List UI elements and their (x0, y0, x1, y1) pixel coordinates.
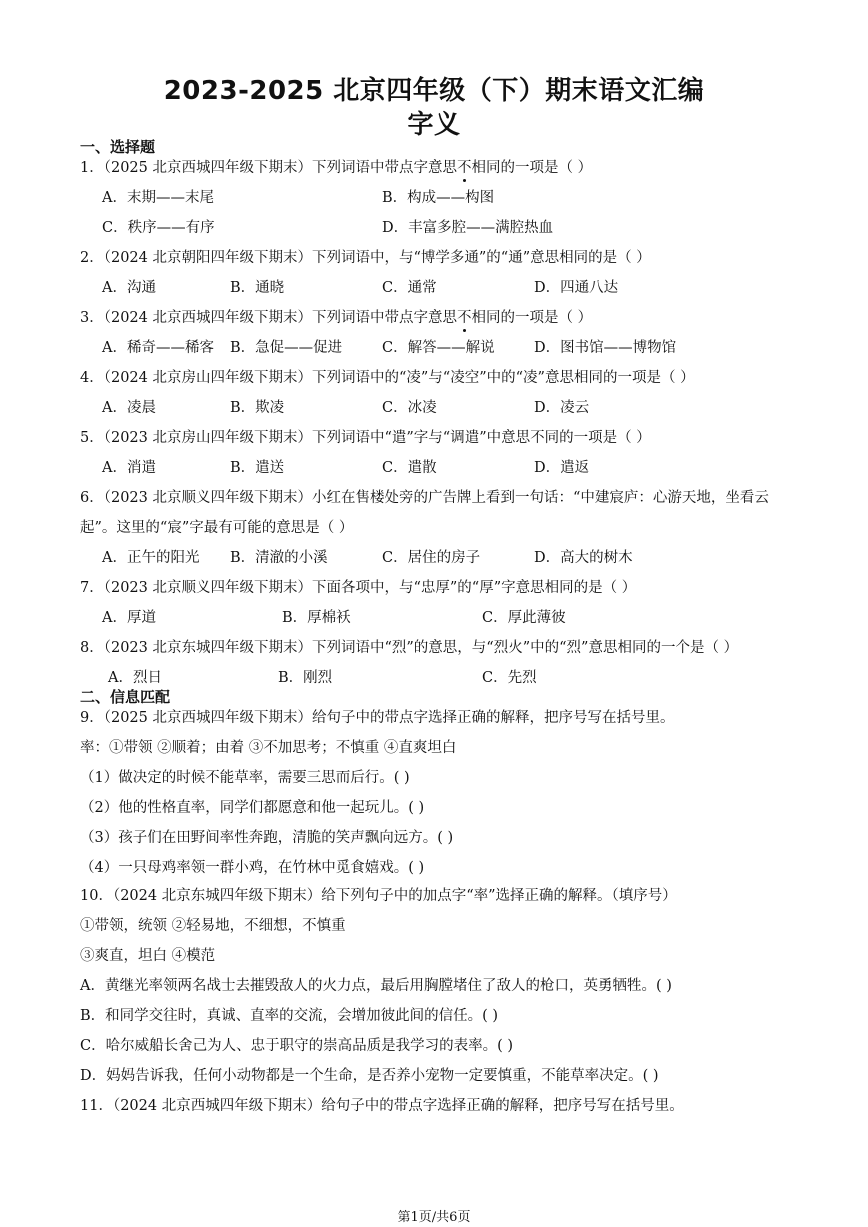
question-9-item-2: （2）他的性格直率，同学们都愿意和他一起玩儿。( ) (80, 800, 425, 816)
question-1-option-d: D．丰富多腔——满腔热血 (382, 220, 554, 236)
question-10-item-a: A．黄继光率领两名战士去摧毁敌人的火力点，最后用胸膛堵住了敌人的枪口，英勇牺牲。( ) (80, 978, 672, 994)
question-3-option-d: D．图书馆——博物馆 (534, 340, 677, 356)
question-1-dotted-word: 不 (457, 156, 472, 177)
question-7-option-b: B．厚棉袄 (282, 610, 351, 626)
question-8-option-c: C．先烈 (482, 670, 537, 686)
question-4-option-d: D．凌云 (534, 400, 590, 416)
question-1-stem (80, 156, 592, 177)
question-8-option-a: A．烈日 (108, 670, 162, 686)
question-5-option-a: A．消遣 (102, 460, 156, 476)
section-heading-choice: 一、选择题 (80, 138, 156, 156)
question-9-item-3: （3）孩子们在田野间率性奔跑，清脆的笑声飘向远方。( ) (80, 830, 454, 846)
question-7-stem: 7．（2023 北京顺义四年级下期末）下面各项中，与“忠厚”的“厚”字意思相同的是（ ） (80, 580, 637, 596)
question-10-item-c: C．哈尔威船长舍己为人、忠于职守的崇高品质是我学习的表率。( ) (80, 1038, 514, 1054)
question-6-stem-line1: 6．（2023 北京顺义四年级下期末）小红在售楼处旁的广告牌上看到一句话：“中建宸庐：心游天地，坐看云 (80, 490, 769, 506)
question-2-stem: 2．（2024 北京朝阳四年级下期末）下列词语中，与“博学多通”的“通”意思相同的是（ ） (80, 250, 651, 266)
question-10-stem: 10．（2024 北京东城四年级下期末）给下列句子中的加点字“率”选择正确的解释。（填序号） (80, 888, 677, 904)
question-1-option-a: A．末期——末尾 (102, 190, 214, 206)
question-10-item-b: B．和同学交往时，真诚、直率的交流，会增加彼此间的信任。( ) (80, 1008, 499, 1024)
question-10-meanings-2: ③爽直，坦白 ④模范 (80, 948, 216, 964)
question-5-option-b: B．遣送 (230, 460, 285, 476)
question-6-option-c: C．居住的房子 (382, 550, 481, 566)
question-2-option-d: D．四通八达 (534, 280, 619, 296)
question-2-option-c: C．通常 (382, 280, 437, 296)
question-4-stem: 4．（2024 北京房山四年级下期末）下列词语中的“凌”与“凌空”中的“凌”意思相同的一项是（ ） (80, 370, 695, 386)
question-9-item-4: （4）一只母鸡率领一群小鸡，在竹林中觅食嬉戏。( ) (80, 860, 425, 876)
question-7-option-c: C．厚此薄彼 (482, 610, 566, 626)
question-3-dotted-word: 不 (457, 306, 472, 327)
question-4-option-b: B．欺凌 (230, 400, 285, 416)
question-6-option-a: A．正午的阳光 (102, 550, 200, 566)
question-11-stem: 11．（2024 北京西城四年级下期末）给句子中的带点字选择正确的解释，把序号写在括号里。 (80, 1098, 684, 1114)
question-3-option-a: A．稀奇——稀客 (102, 340, 214, 356)
question-1-stem-part: 1．（2025 北京西城四年级下期末）下列词语中带点字意思 (80, 160, 457, 176)
question-6-stem-line2: 起”。这里的“宸”字最有可能的意思是（ ） (80, 520, 354, 536)
question-1-stem-part: 相同的一项是（ ） (471, 160, 593, 176)
question-8-stem: 8．（2023 北京东城四年级下期末）下列词语中“烈”的意思，与“烈火”中的“烈”意思相同的一个是（ ） (80, 640, 739, 656)
question-2-option-a: A．沟通 (102, 280, 156, 296)
question-1-option-c: C．秩序——有序 (102, 220, 215, 236)
question-4-option-a: A．凌晨 (102, 400, 156, 416)
question-8-option-b: B．刚烈 (278, 670, 333, 686)
question-6-option-b: B．清澈的小溪 (230, 550, 328, 566)
question-5-option-d: D．遣返 (534, 460, 590, 476)
question-10-item-d: D．妈妈告诉我，任何小动物都是一个生命，是否养小宠物一定要慎重，不能草率决定。( ) (80, 1068, 659, 1084)
question-10-meanings-1: ①带领，统领 ②轻易地，不细想，不慎重 (80, 918, 346, 934)
question-9-meanings: 率：①带领 ②顺着；由着 ③不加思考；不慎重 ④直爽坦白 (80, 740, 457, 756)
question-3-option-c: C．解答——解说 (382, 340, 495, 356)
question-3-stem-part: 3．（2024 北京西城四年级下期末）下列词语中带点字意思 (80, 310, 457, 326)
question-3-option-b: B．急促——促进 (230, 340, 343, 356)
question-9-stem: 9．（2025 北京西城四年级下期末）给句子中的带点字选择正确的解释，把序号写在括号里。 (80, 710, 675, 726)
question-2-option-b: B．通晓 (230, 280, 285, 296)
page-subtitle: 字义 (407, 110, 461, 140)
question-5-stem: 5．（2023 北京房山四年级下期末）下列词语中“遣”字与“调遣”中意思不同的一项是（ ） (80, 430, 651, 446)
question-3-stem (80, 306, 592, 327)
page-footer: 第1页/共6页 (397, 1210, 471, 1225)
question-6-option-d: D．高大的树木 (534, 550, 633, 566)
question-3-stem-part: 相同的一项是（ ） (471, 310, 593, 326)
section-heading-matching: 二、信息匹配 (80, 688, 171, 706)
question-4-option-c: C．冰凌 (382, 400, 437, 416)
question-7-option-a: A．厚道 (102, 610, 156, 626)
page-title: 2023-2025 北京四年级（下）期末语文汇编 (163, 76, 705, 106)
question-5-option-c: C．遣散 (382, 460, 437, 476)
question-9-item-1: （1）做决定的时候不能草率，需要三思而后行。( ) (80, 770, 410, 786)
question-1-option-b: B．构成——构图 (382, 190, 495, 206)
